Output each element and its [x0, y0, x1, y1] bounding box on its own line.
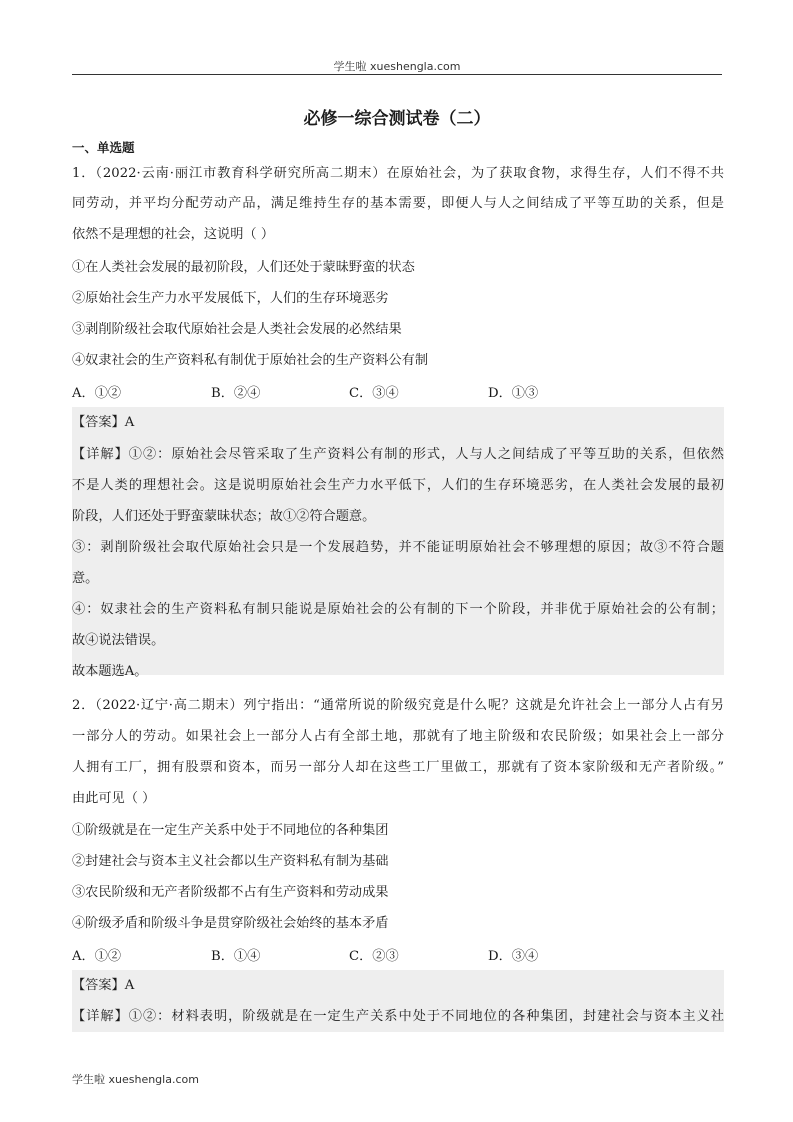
q1-analysis-line: 故④说法错误。	[72, 633, 165, 648]
page-header: 学生啦 xueshengla.com	[333, 60, 461, 73]
q1-analysis-line: 【详解】①②：原始社会尽管采取了生产资料公有制的形式，人与人之间结成了平等互助的关系，但依然	[72, 447, 724, 462]
q1-option-d: D．①③	[488, 386, 539, 401]
q2-stem-line: 由此可见（ ）	[72, 791, 156, 806]
page-title: 必修一综合测试卷（二）	[303, 109, 491, 129]
q1-option-a: A．①②	[72, 386, 122, 401]
q1-analysis-line: ③：剥削阶级社会取代原始社会只是一个发展趋势，并不能证明原始社会不够理想的原因；故③不符合题	[72, 540, 724, 555]
page-footer: 学生啦 xueshengla.com	[72, 1073, 199, 1086]
q1-option-c: C．③④	[349, 386, 399, 401]
q1-analysis-line: 故本题选A。	[72, 664, 148, 679]
section-heading: 一、单选题	[72, 140, 135, 155]
q1-analysis-line: 不是人类的理想社会。这是说明原始社会生产力水平低下，人们的生存环境恶劣，在人类社会发展的最初	[72, 478, 724, 493]
q1-item: ②原始社会生产力水平发展低下，人们的生存环境恶劣	[72, 291, 389, 306]
q2-item: ③农民阶级和无产者阶级都不占有生产资料和劳动成果	[72, 885, 389, 900]
q1-item: ④奴隶社会的生产资料私有制优于原始社会的生产资料公有制	[72, 353, 429, 368]
q2-item: ②封建社会与资本主义社会都以生产资料私有制为基础	[72, 854, 389, 869]
q1-options	[72, 382, 724, 402]
q2-option-c: C．②③	[349, 949, 399, 964]
q2-option-d: D．③④	[488, 949, 539, 964]
q2-option-b: B．①④	[211, 949, 261, 964]
header-divider	[72, 74, 722, 75]
q2-stem-line: 2．（2022·辽宁·高二期末）列宁指出：“通常所说的阶级究竟是什么呢？这就是允许社会上一部分人占有另	[72, 698, 724, 713]
q2-options	[72, 945, 724, 965]
q1-stem-line: 依然不是理想的社会，这说明（ ）	[72, 227, 275, 242]
q2-item: ④阶级矛盾和阶级斗争是贯穿阶级社会始终的基本矛盾	[72, 916, 389, 931]
q1-stem-line: 1．（2022·云南·丽江市教育科学研究所高二期末）在原始社会，为了获取食物，求得生存，人们不得不共	[72, 166, 724, 181]
q1-item: ①在人类社会发展的最初阶段，人们还处于蒙昧野蛮的状态	[72, 260, 415, 275]
q1-analysis-line: ④：奴隶社会的生产资料私有制只能说是原始社会的公有制的下一个阶段，并非优于原始社会的公有制；	[72, 602, 724, 617]
q1-option-b: B．②④	[211, 386, 261, 401]
q1-answer: 【答案】A	[72, 415, 135, 430]
q1-analysis-line: 意。	[72, 571, 99, 586]
q2-item: ①阶级就是在一定生产关系中处于不同地位的各种集团	[72, 823, 389, 838]
q2-option-a: A．①②	[72, 949, 122, 964]
q2-answer: 【答案】A	[72, 978, 135, 993]
q1-analysis-line: 阶段，人们还处于野蛮蒙昧状态；故①②符合题意。	[72, 509, 376, 524]
q2-stem-line: 人拥有工厂，拥有股票和资本，而另一部分人却在这些工厂里做工，那就有了资本家阶级和无产者阶级。”	[72, 760, 724, 775]
q1-item: ③剥削阶级社会取代原始社会是人类社会发展的必然结果	[72, 322, 402, 337]
q2-analysis-line: 【详解】①②：材料表明，阶级就是在一定生产关系中处于不同地位的各种集团，封建社会与资本主义社	[72, 1009, 724, 1024]
q1-stem-line: 同劳动，并平均分配劳动产品，满足维持生存的基本需要，即便人与人之间结成了平等互助的关系，但是	[72, 196, 724, 211]
q2-stem-line: 一部分人的劳动。如果社会上一部分人占有全部土地，那就有了地主阶级和农民阶级；如果社会上一部分	[72, 729, 724, 744]
